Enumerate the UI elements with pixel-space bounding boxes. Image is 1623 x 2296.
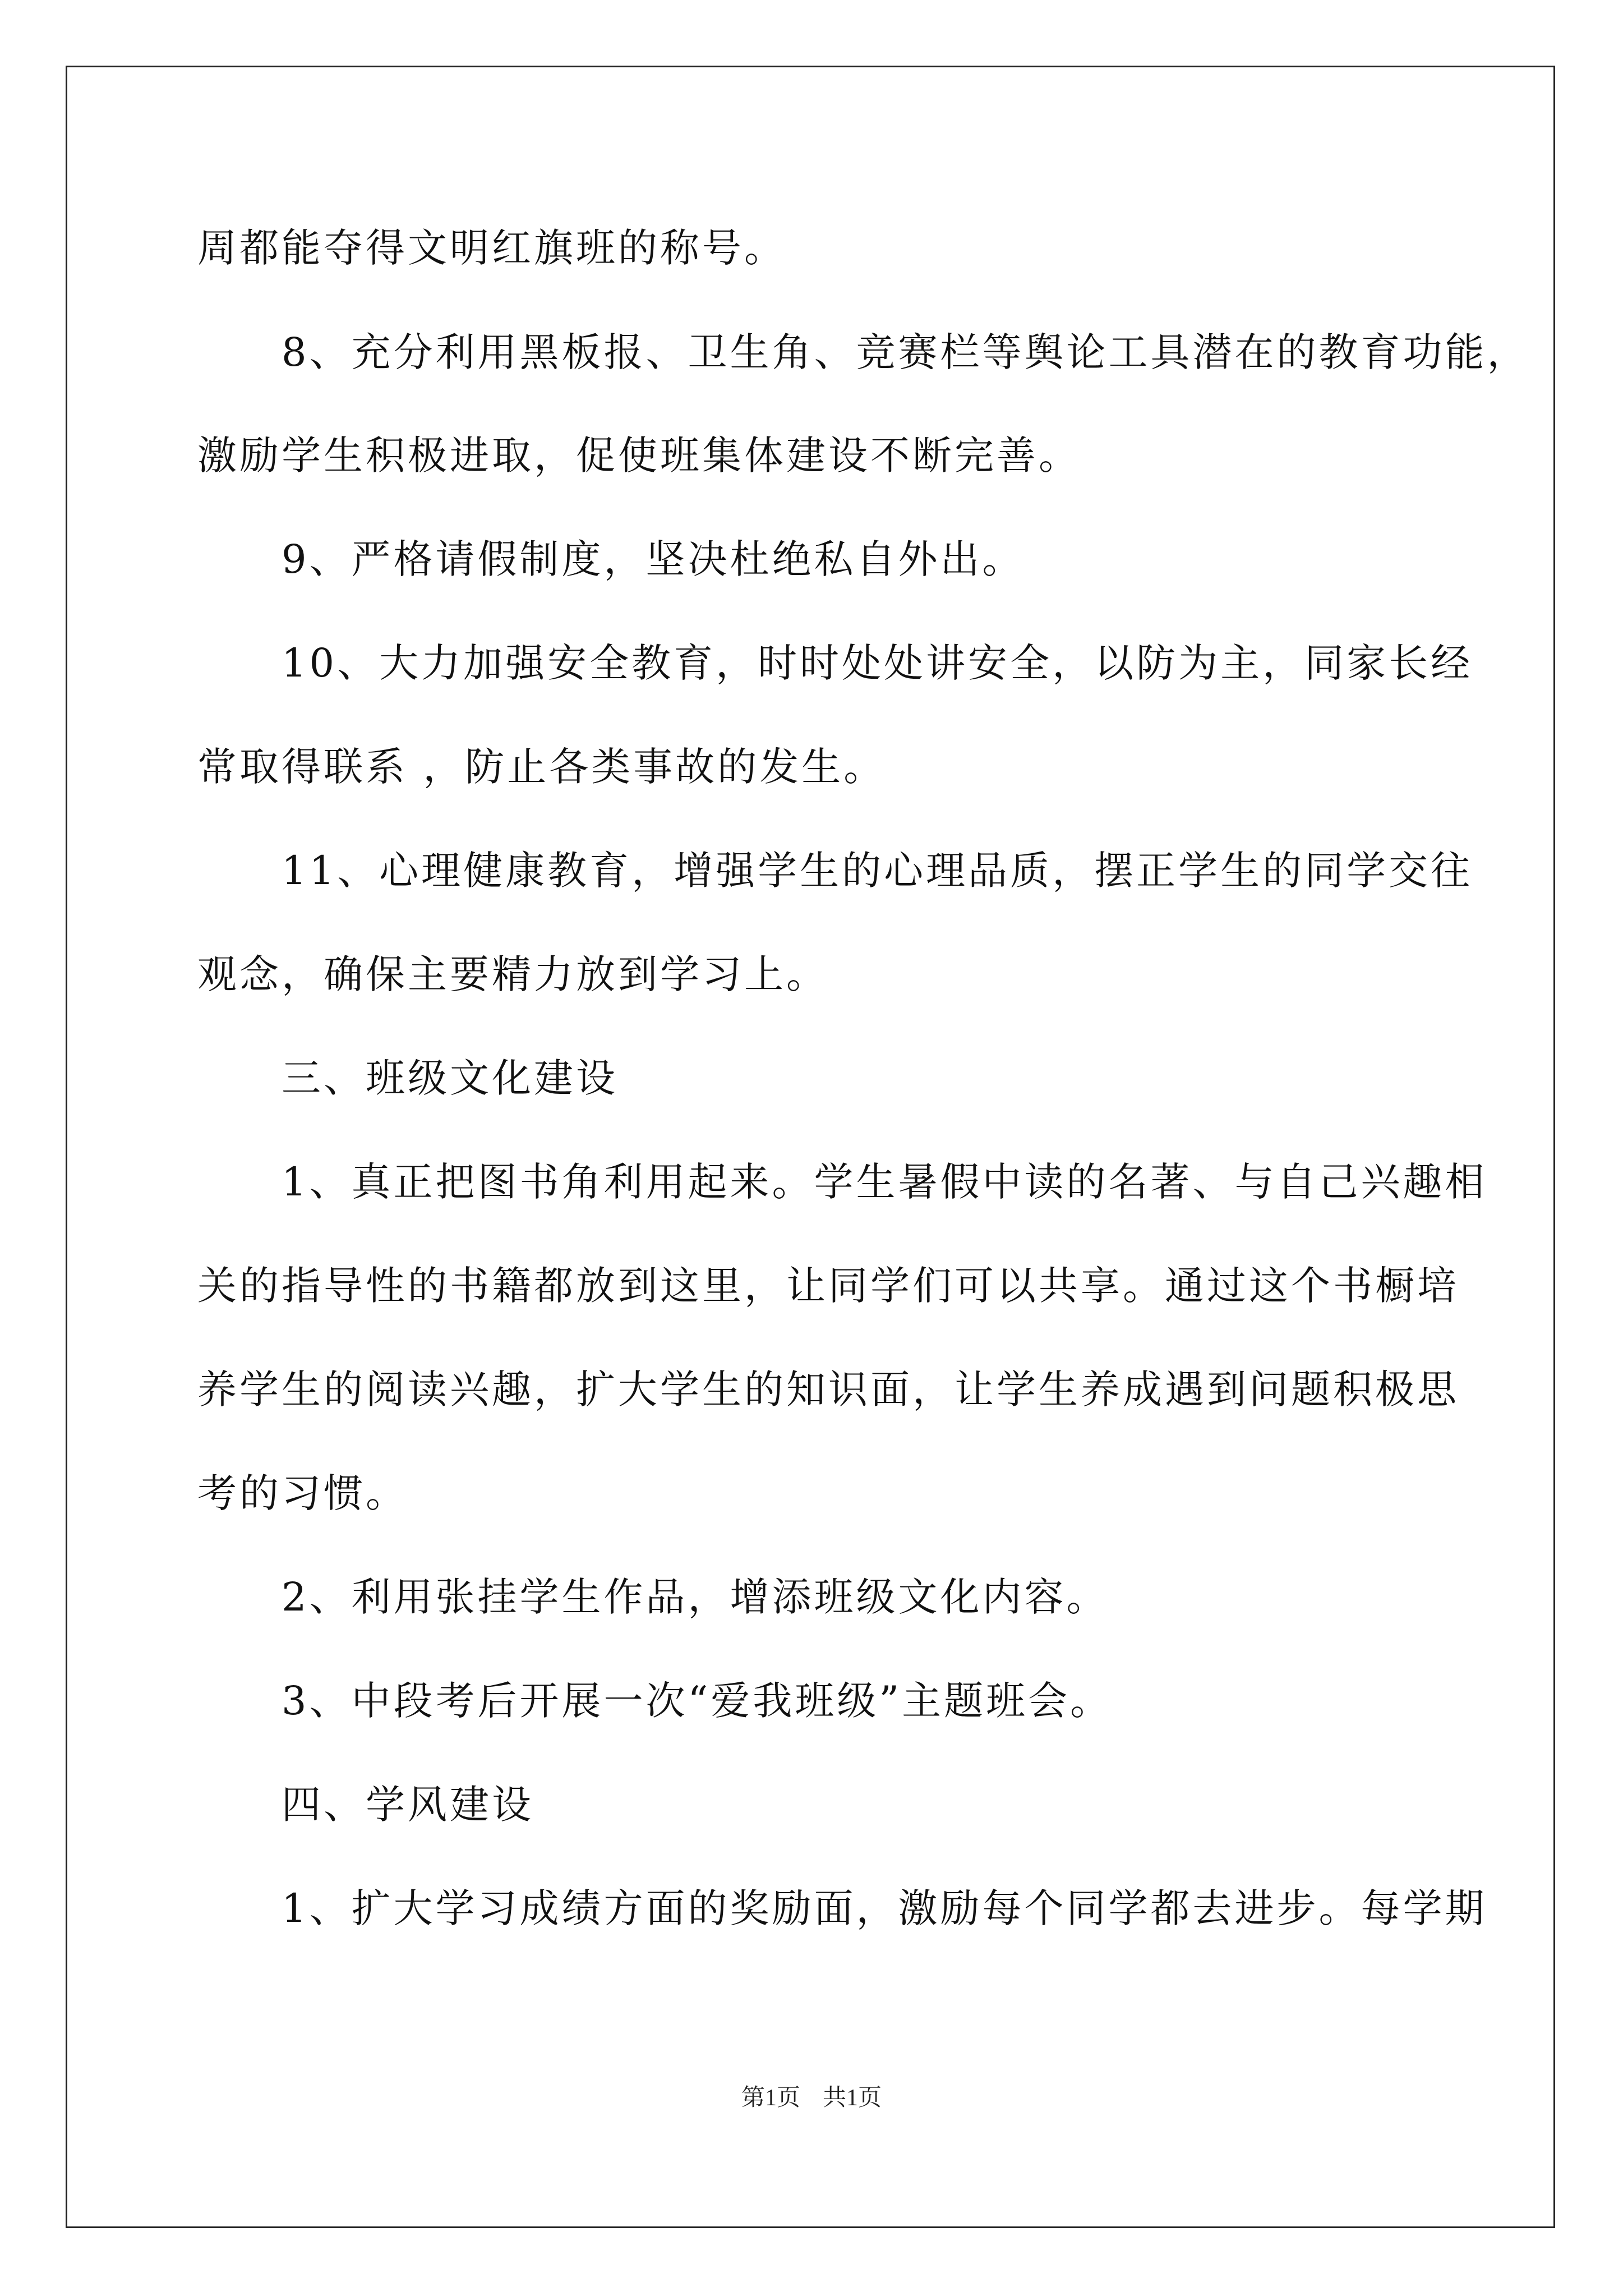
page-footer: [0, 2081, 1623, 2115]
text-line: 激励学生积极进取，促使班集体建设不断完善。: [197, 432, 1081, 478]
text-line: 1、扩大学习成绩方面的奖励面，激励每个同学都去进步。每学期: [197, 1885, 1487, 1931]
text-line: 2、利用张挂学生作品，增添班级文化内容。: [197, 1574, 1109, 1620]
text-line: 常取得联系 ，防止各类事故的发生。: [197, 744, 886, 790]
text-line: 3、中段考后开展一次“爱我班级”主题班会。: [197, 1678, 1113, 1724]
text-line: 关的指导性的书籍都放到这里，让同学们可以共享。通过这个书橱培: [197, 1263, 1459, 1309]
text-line: 观念，确保主要精力放到学习上。: [197, 951, 828, 997]
text-line: 8、充分利用黑板报、卫生角、竞赛栏等舆论工具潜在的教育功能，: [197, 329, 1529, 375]
text-line: 11、心理健康教育，增强学生的心理品质，摆正学生的同学交往: [197, 848, 1473, 894]
page-total: 共1页: [823, 2085, 882, 2111]
text-line: 9、严格请假制度，坚决杜绝私自外出。: [197, 536, 1025, 582]
page-number: 第1页: [741, 2085, 800, 2111]
text-line: 养学生的阅读兴趣，扩大学生的知识面，让学生养成遇到问题积极思: [197, 1366, 1459, 1412]
text-line: 考的习惯。: [197, 1470, 408, 1516]
text-line: 1、真正把图书角利用起来。学生暑假中读的名著、与自己兴趣相: [197, 1159, 1487, 1205]
text-line: 周都能夺得文明红旗班的称号。: [197, 225, 786, 271]
section-heading: 四、学风建设: [197, 1782, 534, 1828]
section-heading: 三、班级文化建设: [197, 1055, 618, 1101]
text-line: 10、大力加强安全教育，时时处处讲安全，以防为主，同家长经: [197, 640, 1473, 686]
